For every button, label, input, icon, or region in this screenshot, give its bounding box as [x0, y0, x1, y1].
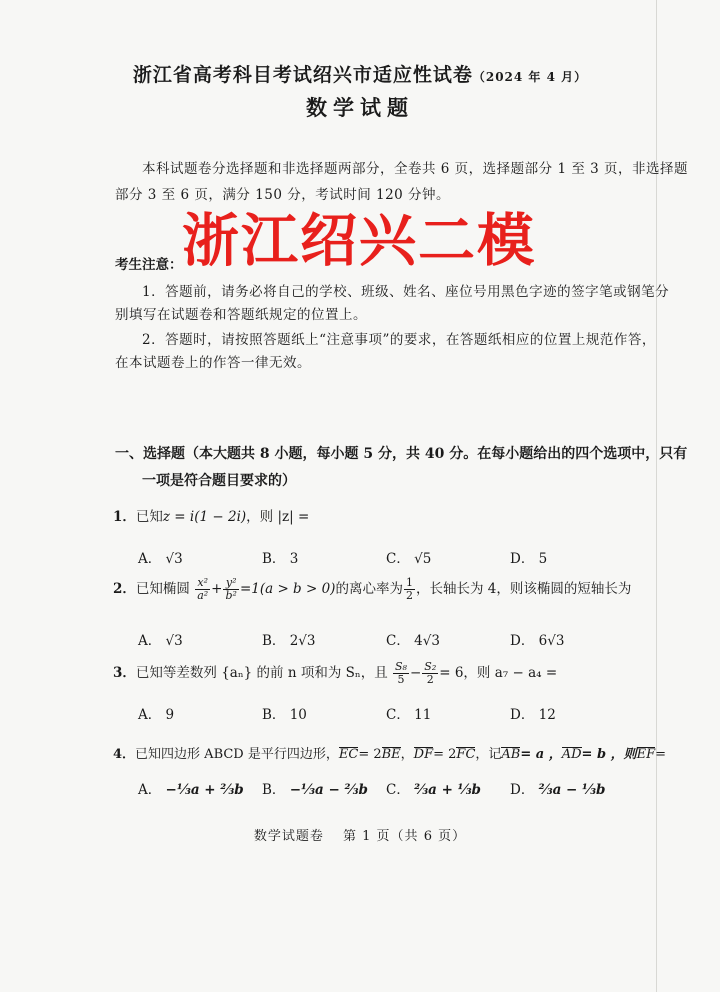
- exam-subtitle: 数学试题: [306, 95, 414, 120]
- notice-item-1-line-2: 别填写在试题卷和答题纸规定的位置上。: [115, 307, 367, 323]
- q2-option-b: B． 2√3: [262, 633, 316, 649]
- q4-option-d: D． ⅔a − ⅓b: [510, 782, 606, 798]
- fraction-y-over-b: $\frac{\text{y²}}{\text{b²}}$: [225, 576, 237, 602]
- q4-option-a: A． −⅓a + ⅔b: [138, 782, 244, 798]
- q2-option-c: C． 4√3: [386, 633, 440, 649]
- q3-option-d: D． 12: [510, 707, 556, 723]
- exam-title: 浙江省高考科目考试绍兴市适应性试卷（2024 年 4 月）: [132, 64, 588, 86]
- q1-option-d: D． 5: [510, 551, 548, 567]
- question-3: 3．已知等差数列 {aₙ} 的前 n 项和为 Sₙ，且 $\frac{\text{S₈}}{5}$ − $\frac{\text{S₂}}{2}$ = 6，则 a₇ − a₄ =: [113, 660, 558, 686]
- intro-line-2: 部分 3 至 6 页，满分 150 分，考试时间 120 分钟。: [115, 187, 451, 203]
- q4-option-b: B． −⅓a − ⅔b: [262, 782, 368, 798]
- question-1: 1．已知z = i(1 − 2i)，则 |z| =: [113, 509, 310, 525]
- q3-option-a: A． 9: [138, 707, 175, 723]
- fraction-x-over-a: $\frac{\text{x²}}{\text{a²}}$: [197, 576, 209, 602]
- fraction-eccentricity: $\frac{1}{2}$: [405, 576, 413, 602]
- section-heading-line-1: 一、选择题（本大题共 8 小题，每小题 5 分，共 40 分。在每小题给出的四个选项中，只有: [115, 446, 688, 462]
- fraction-s8-over-5: $\frac{\text{S₈}}{5}$: [395, 660, 407, 686]
- q1-option-c: C． √5: [386, 551, 432, 567]
- q3-option-b: B． 10: [262, 707, 307, 723]
- page-footer: 数学试题卷 第 1 页（共 6 页）: [253, 829, 467, 844]
- q4-option-c: C． ⅔a + ⅓b: [386, 782, 481, 798]
- q3-option-c: C． 11: [386, 707, 432, 723]
- notice-item-2-line-2: 在本试题卷上的作答一律无效。: [115, 355, 311, 371]
- notice-item-2-line-1: 2．答题时，请按照答题纸上“注意事项”的要求，在答题纸相应的位置上规范作答，: [142, 332, 656, 348]
- q1-option-b: B． 3: [262, 551, 299, 567]
- q1-option-a: A． √3: [138, 551, 183, 567]
- fraction-s2-over-2: $\frac{\text{S₂}}{2}$: [424, 660, 437, 686]
- intro-line-1: 本科试题卷分选择题和非选择题两部分，全卷共 6 页，选择题部分 1 至 3 页，非选择题: [142, 161, 689, 177]
- question-4: 4．已知四边形 ABCD 是平行四边形，EC= 2BE，DF= 2FC，记AB= a ，AD= b ，则EF=: [113, 747, 667, 762]
- notice-item-1-line-1: 1．答题前，请务必将自己的学校、班级、姓名、座位号用黑色字迹的签字笔或钢笔分: [142, 284, 670, 300]
- region-stamp: 浙江绍兴二模: [182, 208, 536, 274]
- q2-option-a: A． √3: [138, 633, 183, 649]
- q2-option-d: D． 6√3: [510, 633, 565, 649]
- notice-heading: 考生注意：: [115, 257, 183, 273]
- question-2: 2．已知椭圆 $\frac{\text{x²}}{\text{a²}}$ + $\frac{\text{y²}}{\text{b²}}$ =1(a > b > 0)的离心率为 $\frac{1}{2}$ ，长轴长为 4，则该椭圆的短轴长为: [113, 576, 632, 602]
- section-heading-line-2: 一项是符合题目要求的）: [142, 473, 296, 489]
